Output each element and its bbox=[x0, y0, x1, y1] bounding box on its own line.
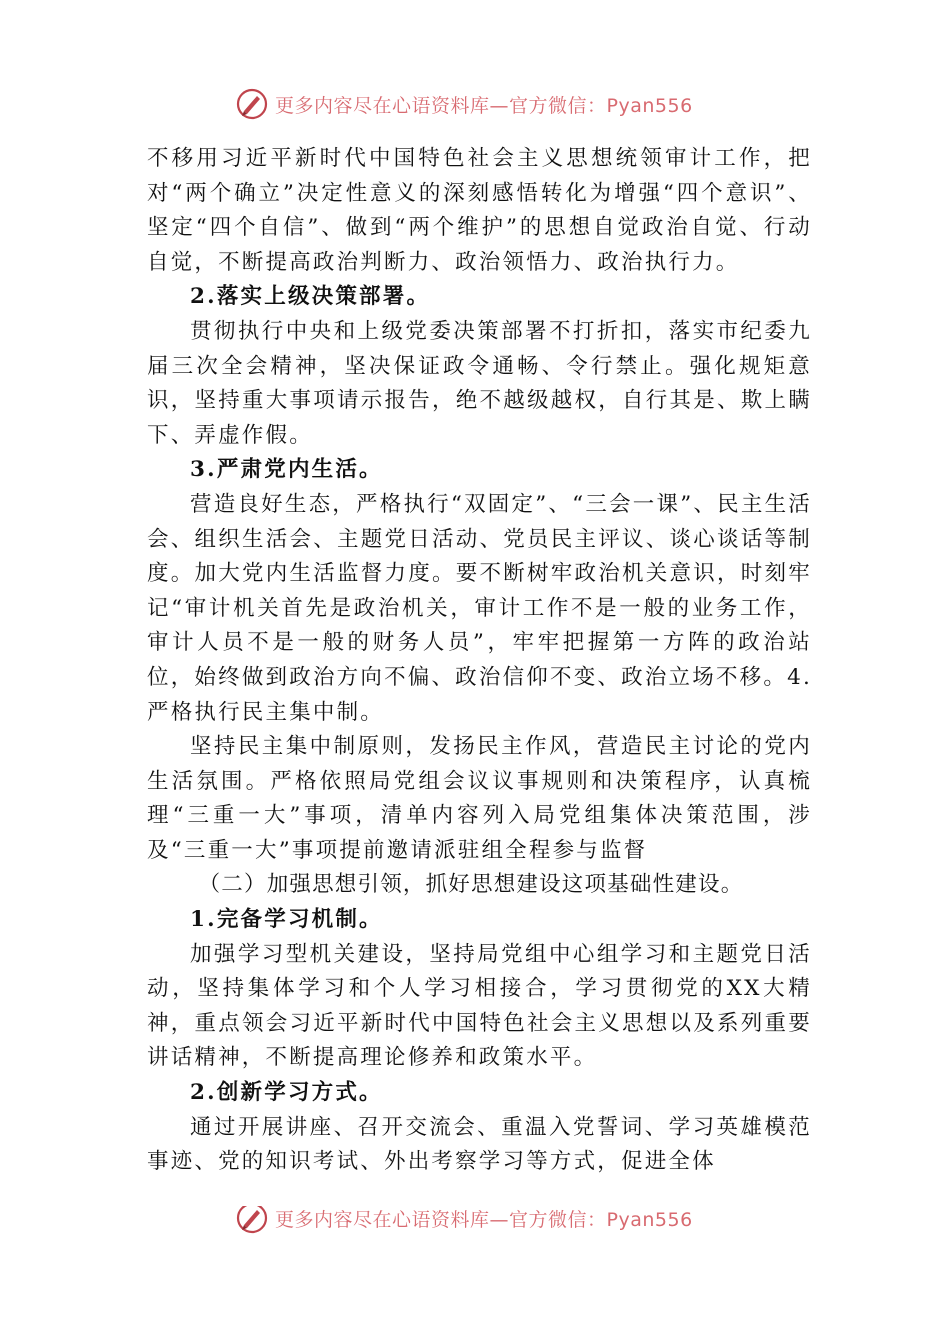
watermark-header bbox=[235, 86, 693, 122]
paragraph-5: 营造良好生态，严格执行“双固定”、“三会一课”、民主生活会、组织生活会、主题党日活动、党员民主评议、谈心谈话等制度。加大党内生活监督力度。要不断树牢政治机关意识，时刻牢记“审计机关首先是政治机关，审计工作不是一般的业务工作，审计人员不是一般的财务人员”，牢牢把握第一方阵的政治站位，始终做到政治方向不偏、政治信仰不变、政治立场不移。4.严格执行民主集中制。 bbox=[147, 491, 812, 725]
paragraph-9: 加强学习型机关建设，坚持局党组中心组学习和主题党日活动，坚持集体学习和个人学习相接合，学习贯彻党的XX大精神，重点领会习近平新时代中国特色社会主义思想以及系列重要讲话精神，不断提高理论修养和政策水平。 bbox=[147, 941, 812, 1071]
pen-circle-logo-icon bbox=[235, 87, 269, 121]
paragraph-1: 不移用习近平新时代中国特色社会主义思想统领审计工作，把对“两个确立”决定性意义的深刻感悟转化为增强“四个意识”、坚定“四个自信”、做到“两个维护”的思想自觉政治自觉、行动自觉，不断提高政治判断力、政治领悟力、政治执行力。 bbox=[147, 146, 812, 275]
paragraph-6: 坚持民主集中制原则，发扬民主作风，营造民主讨论的党内生活氛围。严格依照局党组会议议事规则和决策程序，认真梳理“三重一大”事项，清单内容列入局党组集体决策范围，涉及“三重一大”事项提前邀请派驻组全程参与监督 bbox=[147, 734, 812, 863]
watermark-footer bbox=[235, 1206, 693, 1236]
watermark-text: 更多内容尽在心语资料库—官方微信：Pyan556 bbox=[275, 94, 693, 117]
paragraph-11: 通过开展讲座、召开交流会、重温入党誓词、学习英雄模范事迹、党的知识考试、外出考察学习等方式，促进全体 bbox=[147, 1114, 812, 1175]
section-heading-2: （二）加强思想引领，抓好思想建设这项基础性建设。 bbox=[198, 872, 744, 898]
heading-2-implement: 2.落实上级决策部署。 bbox=[190, 284, 431, 310]
document-body bbox=[147, 142, 812, 1180]
watermark-text: 更多内容尽在心语资料库—官方微信：Pyan556 bbox=[275, 1208, 693, 1231]
heading-3-party-life: 3.严肃党内生活。 bbox=[190, 457, 383, 483]
paragraph-3: 贯彻执行中央和上级党委决策部署不打折扣，落实市纪委九届三次全会精神，坚决保证政令通畅、令行禁止。强化规矩意识，坚持重大事项请示报告，绝不越级越权，自行其是、欺上瞒下、弄虚作假。 bbox=[147, 318, 812, 448]
heading-1-study-mechanism: 1.完备学习机制。 bbox=[190, 907, 383, 933]
pen-circle-logo-icon bbox=[235, 1206, 269, 1235]
heading-2-study-method: 2.创新学习方式。 bbox=[190, 1080, 383, 1106]
